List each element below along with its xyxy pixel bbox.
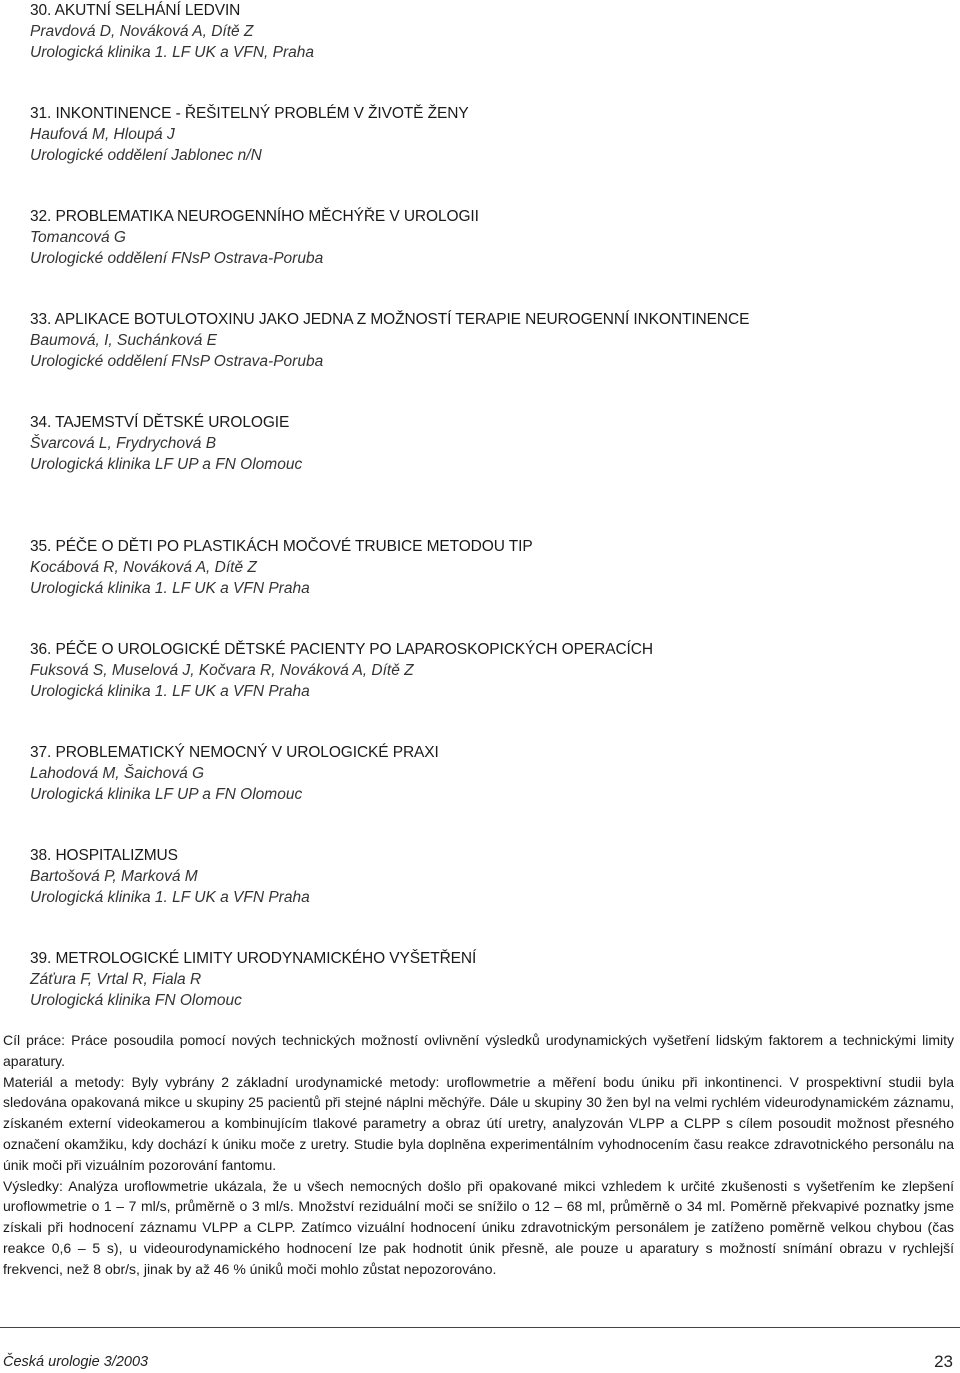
entry-institution: Urologická klinika FN Olomouc	[30, 992, 242, 1009]
entry-38	[30, 845, 950, 908]
entry-institution: Urologická klinika 1. LF UK a VFN Praha	[30, 580, 310, 597]
entry-authors: Kocábová R, Nováková A, Dítě Z	[30, 559, 257, 576]
entry-title: 31. INKONTINENCE - ŘEŠITELNÝ PROBLÉM V ŽIVOTĚ ŽENY	[30, 105, 469, 122]
entry-authors: Lahodová M, Šaichová G	[30, 765, 205, 782]
entry-authors: Bartošová P, Marková M	[30, 868, 198, 885]
entry-title: 33. APLIKACE BOTULOTOXINU JAKO JEDNA Z MOŽNOSTÍ TERAPIE NEUROGENNÍ INKONTINENCE	[30, 311, 750, 328]
aim-text: Práce posoudila pomocí nových technických možností ovlivnění výsledků urodynamických vyšetření lidským faktorem a technickými limity aparatury.	[3, 1032, 954, 1069]
entry-authors: Baumová, I, Suchánková E	[30, 332, 217, 349]
aim-paragraph	[3, 1030, 954, 1072]
entry-title: 36. PÉČE O UROLOGICKÉ DĚTSKÉ PACIENTY PO LAPAROSKOPICKÝCH OPERACÍCH	[30, 641, 653, 658]
aim-label: Cíl práce:	[3, 1032, 66, 1048]
results-paragraph	[3, 1176, 954, 1280]
entry-title: 34. TAJEMSTVÍ DĚTSKÉ UROLOGIE	[30, 414, 290, 431]
entry-institution: Urologické oddělení FNsP Ostrava-Poruba	[30, 250, 324, 267]
entry-39	[30, 948, 950, 1011]
entry-33	[30, 309, 950, 372]
entry-authors: Haufová M, Hloupá J	[30, 126, 175, 143]
methods-paragraph	[3, 1072, 954, 1176]
entry-title: 38. HOSPITALIZMUS	[30, 847, 178, 864]
entry-institution: Urologická klinika LF UP a FN Olomouc	[30, 786, 303, 803]
entry-title: 32. PROBLEMATIKA NEUROGENNÍHO MĚCHÝŘE V UROLOGII	[30, 208, 479, 225]
journal-name: Česká urologie 3/2003	[3, 1354, 149, 1370]
entry-institution: Urologické oddělení Jablonec n/N	[30, 147, 262, 164]
methods-label: Materiál a metody:	[3, 1073, 125, 1090]
entry-title: 37. PROBLEMATICKÝ NEMOCNÝ V UROLOGICKÉ PRAXI	[30, 744, 439, 761]
entry-37	[30, 742, 950, 805]
abstract-body	[3, 1030, 954, 1280]
entry-title: 30. AKUTNÍ SELHÁNÍ LEDVIN	[30, 2, 241, 19]
entry-institution: Urologická klinika 1. LF UK a VFN Praha	[30, 889, 310, 906]
entry-31	[30, 103, 950, 166]
page-number: 23	[934, 1352, 953, 1371]
entry-36	[30, 639, 950, 702]
entry-34	[30, 412, 950, 475]
entry-authors: Záťura F, Vrtal R, Fiala R	[30, 971, 202, 988]
entry-institution: Urologické oddělení FNsP Ostrava-Poruba	[30, 353, 324, 370]
entry-authors: Pravdová D, Nováková A, Dítě Z	[30, 23, 254, 40]
results-label: Výsledky:	[3, 1177, 63, 1194]
entry-institution: Urologická klinika 1. LF UK a VFN, Praha	[30, 44, 314, 61]
entry-35	[30, 536, 950, 599]
entry-authors: Švarcová L, Frydrychová B	[30, 435, 217, 452]
entry-title: 35. PÉČE O DĚTI PO PLASTIKÁCH MOČOVÉ TRUBICE METODOU TIP	[30, 538, 533, 555]
footer-divider	[0, 1327, 960, 1328]
entry-authors: Fuksová S, Muselová J, Kočvara R, Nováková A, Dítě Z	[30, 662, 414, 679]
entry-authors: Tomancová G	[30, 229, 126, 246]
entry-institution: Urologická klinika 1. LF UK a VFN Praha	[30, 683, 310, 700]
methods-text: Byly vybrány 2 základní urodynamické metody: uroflowmetrie a měření bodu úniku při inkontinenci. V prospektivní studii byla sledována opakovaná mikce u skupiny 25 pacientů při stejné náplni měchýře. Dále u skupiny 30 žen byl na velmi rychlém videurodynamickém záznamu, získaném externí videokamerou a kombinujícím tlakové parametry a obraz útí uretry, analyzován VLPP a CLPP s cílem posoudit možnost přesného označení okamžiku, kdy dochází k úniku moče z uretry. Studie byla doplněna experimentálním vyhodnocením času reakce zdravotnického personálu na únik moči při vizuálním pozorování fantomu.	[3, 1073, 954, 1173]
entry-30	[30, 0, 950, 63]
results-text: Analýza uroflowmetrie ukázala, že u všech nemocných došlo při opakované mikci vzhledem k určité zkušenosti s vyšetřením ke zlepšení uroflowmetrie o 1 – 7 ml/s, průměrně o 3 ml/s. Množství reziduální moči se snížilo o 12 – 68 ml, průměrně o 34 ml. Poměrně překvapivé poznatky jsme získali při hodnocení záznamu VLPP a CLPP. Zatímco vizuální hodnocení úniku zdravotnickým personálem je zatíženo poměrně velkou chybou (čas reakce 0,6 – 5 s), u videourodynamického hodnocení lze pak hodnotit únik přesně, ale pouze u aparatury s možností snímání obrazu v rychlejší frekvenci, než 8 obr/s, jinak by až 46 % úniků moči mohlo zůstat nepozorováno.	[3, 1177, 954, 1277]
entry-institution: Urologická klinika LF UP a FN Olomouc	[30, 456, 303, 473]
entry-32	[30, 206, 950, 269]
entry-title: 39. METROLOGICKÉ LIMITY URODYNAMICKÉHO VYŠETŘENÍ	[30, 950, 477, 967]
